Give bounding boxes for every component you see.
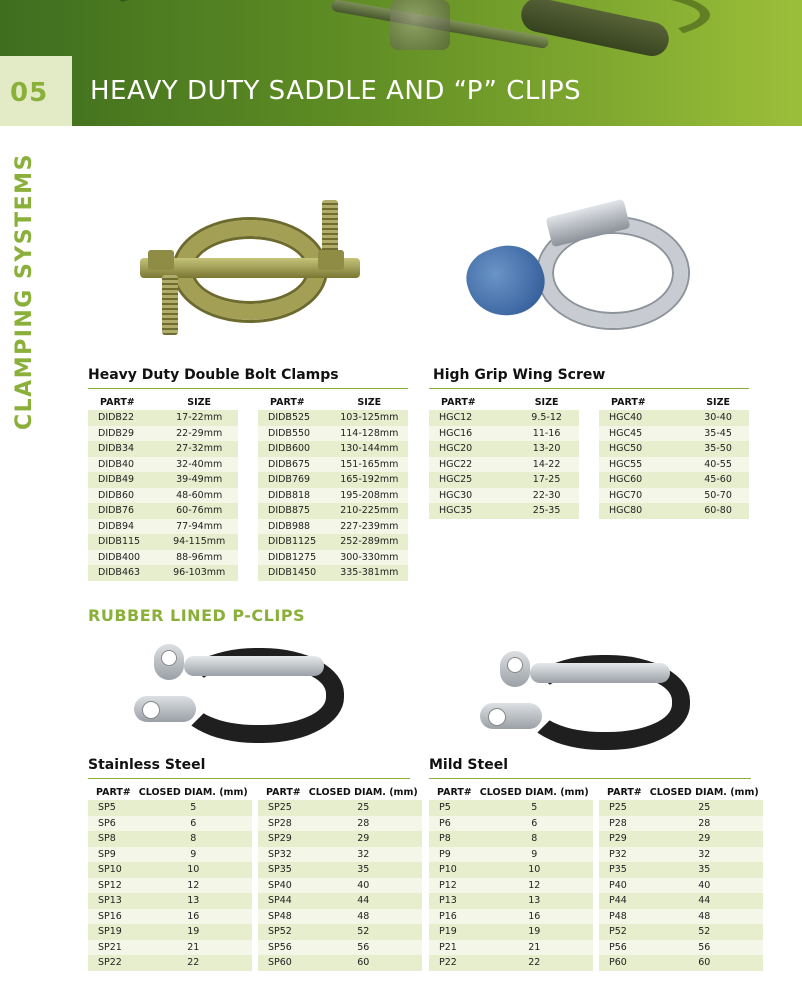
size-cell: 27-32mm [160, 441, 238, 457]
double-bolt-clamp-image [140, 200, 360, 340]
table-row [429, 472, 579, 488]
part-number-cell: HGC45 [599, 426, 687, 442]
table-row [258, 519, 408, 535]
size-cell: 35-45 [687, 426, 749, 442]
col-size: SIZE [187, 396, 212, 408]
size-cell: 35-50 [687, 441, 749, 457]
table-row [88, 472, 238, 488]
size-cell: 151-165mm [331, 457, 408, 473]
table-row [429, 441, 579, 457]
part-number-cell: SP40 [258, 878, 305, 894]
size-cell: 56 [646, 940, 763, 956]
part-number-cell: DIDB76 [88, 503, 160, 519]
table-row [599, 955, 763, 971]
wing-screw-title: High Grip Wing Screw [433, 367, 606, 383]
header-banner [0, 0, 802, 126]
part-number-cell: P5 [429, 800, 476, 816]
part-number-cell: P35 [599, 862, 646, 878]
part-number-cell: P10 [429, 862, 476, 878]
part-number-cell: DIDB29 [88, 426, 160, 442]
part-number-cell: SP5 [88, 800, 135, 816]
part-number-cell: HGC60 [599, 472, 687, 488]
col-part: PART# [100, 396, 135, 408]
size-cell: 165-192mm [331, 472, 408, 488]
size-cell: 14-22 [514, 457, 579, 473]
part-number-cell: P60 [599, 955, 646, 971]
part-number-cell: SP21 [88, 940, 135, 956]
table-row [258, 488, 408, 504]
size-cell: 8 [135, 831, 252, 847]
part-number-cell: HGC16 [429, 426, 514, 442]
part-number-cell: SP8 [88, 831, 135, 847]
table-row [258, 893, 422, 909]
col-diam: CLOSED DIAM. (mm) [138, 786, 248, 798]
table-row [88, 503, 238, 519]
table-row [599, 410, 749, 426]
double-bolt-table-right [258, 394, 408, 581]
part-number-cell: SP16 [88, 909, 135, 925]
table-row [429, 503, 579, 519]
part-number-cell: HGC30 [429, 488, 514, 504]
part-number-cell: DIDB400 [88, 550, 160, 566]
table-row [599, 441, 749, 457]
size-cell: 35 [646, 862, 763, 878]
table-row [88, 550, 238, 566]
table-row [258, 800, 422, 816]
mild-rule [429, 778, 751, 779]
wing-screw-rule [429, 388, 749, 389]
part-number-cell: DIDB550 [258, 426, 331, 442]
table-row [599, 940, 763, 956]
bolt-bottom [162, 275, 178, 335]
size-cell: 48 [305, 909, 422, 925]
pclip-steel-strip [184, 656, 324, 676]
part-number-cell: DIDB1125 [258, 534, 331, 550]
part-number-cell: HGC50 [599, 441, 687, 457]
col-part: PART# [611, 396, 646, 408]
table-row [599, 909, 763, 925]
size-cell: 335-381mm [331, 565, 408, 581]
size-cell: 52 [646, 924, 763, 940]
size-cell: 39-49mm [160, 472, 238, 488]
col-diam: CLOSED DIAM. (mm) [479, 786, 589, 798]
table-row [599, 488, 749, 504]
stainless-title: Stainless Steel [88, 757, 206, 773]
table-row [88, 816, 252, 832]
size-cell: 40 [646, 878, 763, 894]
double-bolt-rule [88, 388, 408, 389]
table-row [258, 847, 422, 863]
nut-right [318, 250, 344, 270]
part-number-cell: P12 [429, 878, 476, 894]
table-row [88, 519, 238, 535]
size-cell: 210-225mm [331, 503, 408, 519]
page-title: HEAVY DUTY SADDLE AND “P” CLIPS [90, 76, 582, 106]
part-number-cell: DIDB988 [258, 519, 331, 535]
table-row [599, 878, 763, 894]
size-cell: 32-40mm [160, 457, 238, 473]
part-number-cell: SP44 [258, 893, 305, 909]
part-number-cell: P25 [599, 800, 646, 816]
table-row [88, 831, 252, 847]
table-row [258, 426, 408, 442]
part-number-cell: DIDB22 [88, 410, 160, 426]
size-cell: 30-40 [687, 410, 749, 426]
size-cell: 130-144mm [331, 441, 408, 457]
table-row [88, 940, 252, 956]
part-number-cell: SP29 [258, 831, 305, 847]
size-cell: 19 [476, 924, 593, 940]
size-cell: 48-60mm [160, 488, 238, 504]
size-cell: 52 [305, 924, 422, 940]
part-number-cell: HGC55 [599, 457, 687, 473]
col-part: PART# [266, 786, 301, 798]
double-bolt-title: Heavy Duty Double Bolt Clamps [88, 367, 339, 383]
size-cell: 50-70 [687, 488, 749, 504]
part-number-cell: DIDB1450 [258, 565, 331, 581]
part-number-cell: SP13 [88, 893, 135, 909]
mild-title: Mild Steel [429, 757, 508, 773]
size-cell: 28 [305, 816, 422, 832]
size-cell: 11-16 [514, 426, 579, 442]
part-number-cell: P16 [429, 909, 476, 925]
col-part: PART# [270, 396, 305, 408]
table-row [258, 457, 408, 473]
size-cell: 8 [476, 831, 593, 847]
part-number-cell: P56 [599, 940, 646, 956]
table-row [429, 924, 593, 940]
size-cell: 9.5-12 [514, 410, 579, 426]
mild-table-right [599, 784, 763, 971]
size-cell: 12 [135, 878, 252, 894]
wing-screw-table-left [429, 394, 579, 519]
size-cell: 25-35 [514, 503, 579, 519]
col-part: PART# [96, 786, 131, 798]
size-cell: 28 [646, 816, 763, 832]
size-cell: 60 [646, 955, 763, 971]
part-number-cell: SP48 [258, 909, 305, 925]
part-number-cell: P48 [599, 909, 646, 925]
table-row [258, 831, 422, 847]
part-number-cell: DIDB49 [88, 472, 160, 488]
table-row [258, 909, 422, 925]
col-size: SIZE [357, 396, 382, 408]
size-cell: 21 [135, 940, 252, 956]
size-cell: 10 [476, 862, 593, 878]
table-row [429, 488, 579, 504]
part-number-cell: SP10 [88, 862, 135, 878]
size-cell: 60-76mm [160, 503, 238, 519]
table-row [88, 893, 252, 909]
part-number-cell: DIDB525 [258, 410, 331, 426]
part-number-cell: P32 [599, 847, 646, 863]
table-row [599, 503, 749, 519]
table-row [429, 800, 593, 816]
clamp-bolt-graphic [390, 0, 450, 50]
part-number-cell: SP19 [88, 924, 135, 940]
pclip-lower-tab [134, 696, 196, 722]
size-cell: 25 [305, 800, 422, 816]
part-number-cell: DIDB875 [258, 503, 331, 519]
size-cell: 22 [476, 955, 593, 971]
size-cell: 5 [135, 800, 252, 816]
stainless-pclip-image [134, 638, 354, 748]
nut-left [148, 250, 174, 270]
table-row [258, 534, 408, 550]
table-row [88, 924, 252, 940]
table-row [258, 940, 422, 956]
table-row [88, 457, 238, 473]
table-row [258, 816, 422, 832]
size-cell: 22-30 [514, 488, 579, 504]
table-row [88, 847, 252, 863]
size-cell: 77-94mm [160, 519, 238, 535]
table-row [88, 534, 238, 550]
table-row [258, 550, 408, 566]
table-row [258, 878, 422, 894]
table-row [258, 503, 408, 519]
table-row [88, 426, 238, 442]
table-row [258, 924, 422, 940]
table-row [429, 955, 593, 971]
part-number-cell: P22 [429, 955, 476, 971]
size-cell: 22 [135, 955, 252, 971]
size-cell: 9 [476, 847, 593, 863]
table-row [599, 924, 763, 940]
part-number-cell: P28 [599, 816, 646, 832]
part-number-cell: HGC80 [599, 503, 687, 519]
size-cell: 40 [305, 878, 422, 894]
mild-pclip-image [480, 645, 700, 755]
table-row [258, 441, 408, 457]
size-cell: 32 [305, 847, 422, 863]
size-cell: 22-29mm [160, 426, 238, 442]
part-number-cell: SP32 [258, 847, 305, 863]
section-number: 05 [10, 78, 49, 108]
table-row [429, 457, 579, 473]
table-row [599, 457, 749, 473]
size-cell: 16 [476, 909, 593, 925]
size-cell: 60-80 [687, 503, 749, 519]
table-row [88, 955, 252, 971]
part-number-cell: DIDB94 [88, 519, 160, 535]
table-row [88, 862, 252, 878]
part-number-cell: HGC40 [599, 410, 687, 426]
size-cell: 12 [476, 878, 593, 894]
part-number-cell: DIDB1275 [258, 550, 331, 566]
table-row [88, 565, 238, 581]
size-cell: 16 [135, 909, 252, 925]
size-cell: 9 [135, 847, 252, 863]
pclip-upper-tab [500, 651, 530, 687]
size-cell: 5 [476, 800, 593, 816]
col-size: SIZE [706, 396, 730, 408]
part-number-cell: DIDB463 [88, 565, 160, 581]
size-cell: 13 [135, 893, 252, 909]
part-number-cell: DIDB115 [88, 534, 160, 550]
stainless-table-right [258, 784, 422, 971]
stainless-table-left [88, 784, 252, 971]
table-row [599, 816, 763, 832]
part-number-cell: P40 [599, 878, 646, 894]
part-number-cell: HGC25 [429, 472, 514, 488]
table-row [258, 565, 408, 581]
part-number-cell: SP9 [88, 847, 135, 863]
stainless-rule [88, 778, 410, 779]
blue-wing [458, 235, 553, 327]
size-cell: 32 [646, 847, 763, 863]
size-cell: 44 [305, 893, 422, 909]
part-number-cell: DIDB675 [258, 457, 331, 473]
table-row [429, 410, 579, 426]
size-cell: 6 [476, 816, 593, 832]
part-number-cell: SP35 [258, 862, 305, 878]
table-row [88, 410, 238, 426]
table-row [429, 878, 593, 894]
part-number-cell: SP22 [88, 955, 135, 971]
size-cell: 252-289mm [331, 534, 408, 550]
size-cell: 17-22mm [160, 410, 238, 426]
part-number-cell: DIDB60 [88, 488, 160, 504]
size-cell: 48 [646, 909, 763, 925]
part-number-cell: DIDB600 [258, 441, 331, 457]
part-number-cell: SP6 [88, 816, 135, 832]
size-cell: 6 [135, 816, 252, 832]
table-row [429, 426, 579, 442]
col-diam: CLOSED DIAM. (mm) [308, 786, 418, 798]
part-number-cell: P19 [429, 924, 476, 940]
wing-screw-table-right [599, 394, 749, 519]
size-cell: 96-103mm [160, 565, 238, 581]
size-cell: 29 [305, 831, 422, 847]
part-number-cell: HGC22 [429, 457, 514, 473]
side-label: CLAMPING SYSTEMS [12, 153, 37, 430]
size-cell: 17-25 [514, 472, 579, 488]
size-cell: 45-60 [687, 472, 749, 488]
table-row [429, 909, 593, 925]
table-row [599, 426, 749, 442]
size-cell: 29 [646, 831, 763, 847]
size-cell: 103-125mm [331, 410, 408, 426]
col-diam: CLOSED DIAM. (mm) [649, 786, 759, 798]
size-cell: 114-128mm [331, 426, 408, 442]
pclip-steel-strip [530, 663, 670, 683]
part-number-cell: P8 [429, 831, 476, 847]
table-row [429, 831, 593, 847]
table-row [258, 955, 422, 971]
part-number-cell: P9 [429, 847, 476, 863]
table-row [258, 472, 408, 488]
pclip-lower-tab [480, 703, 542, 729]
table-row [88, 909, 252, 925]
pclip-upper-tab [154, 644, 184, 680]
table-row [429, 893, 593, 909]
part-number-cell: P29 [599, 831, 646, 847]
table-row [88, 488, 238, 504]
table-row [258, 410, 408, 426]
part-number-cell: P21 [429, 940, 476, 956]
col-size: SIZE [534, 396, 559, 408]
size-cell: 94-115mm [160, 534, 238, 550]
table-row [599, 862, 763, 878]
part-number-cell: SP28 [258, 816, 305, 832]
table-row [429, 816, 593, 832]
size-cell: 19 [135, 924, 252, 940]
size-cell: 35 [305, 862, 422, 878]
size-cell: 88-96mm [160, 550, 238, 566]
part-number-cell: SP60 [258, 955, 305, 971]
part-number-cell: HGC35 [429, 503, 514, 519]
table-row [599, 831, 763, 847]
size-cell: 10 [135, 862, 252, 878]
part-number-cell: DIDB769 [258, 472, 331, 488]
size-cell: 195-208mm [331, 488, 408, 504]
part-number-cell: P13 [429, 893, 476, 909]
size-cell: 300-330mm [331, 550, 408, 566]
part-number-cell: P52 [599, 924, 646, 940]
size-cell: 25 [646, 800, 763, 816]
part-number-cell: SP56 [258, 940, 305, 956]
size-cell: 227-239mm [331, 519, 408, 535]
part-number-cell: HGC70 [599, 488, 687, 504]
pclips-title: RUBBER LINED P-CLIPS [88, 606, 306, 625]
table-row [599, 800, 763, 816]
size-cell: 60 [305, 955, 422, 971]
table-row [88, 878, 252, 894]
col-part: PART# [441, 396, 476, 408]
size-cell: 44 [646, 893, 763, 909]
size-cell: 13 [476, 893, 593, 909]
col-part: PART# [607, 786, 642, 798]
col-part: PART# [437, 786, 472, 798]
part-number-cell: HGC20 [429, 441, 514, 457]
part-number-cell: HGC12 [429, 410, 514, 426]
part-number-cell: DIDB818 [258, 488, 331, 504]
table-row [88, 800, 252, 816]
table-row [429, 940, 593, 956]
part-number-cell: P44 [599, 893, 646, 909]
wing-screw-clip-image [468, 198, 698, 338]
size-cell: 21 [476, 940, 593, 956]
size-cell: 40-55 [687, 457, 749, 473]
table-row [88, 441, 238, 457]
table-row [258, 862, 422, 878]
part-number-cell: P6 [429, 816, 476, 832]
double-bolt-table-left [88, 394, 238, 581]
table-row [599, 472, 749, 488]
part-number-cell: SP25 [258, 800, 305, 816]
part-number-cell: SP52 [258, 924, 305, 940]
table-row [599, 893, 763, 909]
table-row [429, 862, 593, 878]
part-number-cell: DIDB34 [88, 441, 160, 457]
table-row [429, 847, 593, 863]
part-number-cell: SP12 [88, 878, 135, 894]
table-row [599, 847, 763, 863]
mild-table-left [429, 784, 593, 971]
part-number-cell: DIDB40 [88, 457, 160, 473]
size-cell: 56 [305, 940, 422, 956]
size-cell: 13-20 [514, 441, 579, 457]
